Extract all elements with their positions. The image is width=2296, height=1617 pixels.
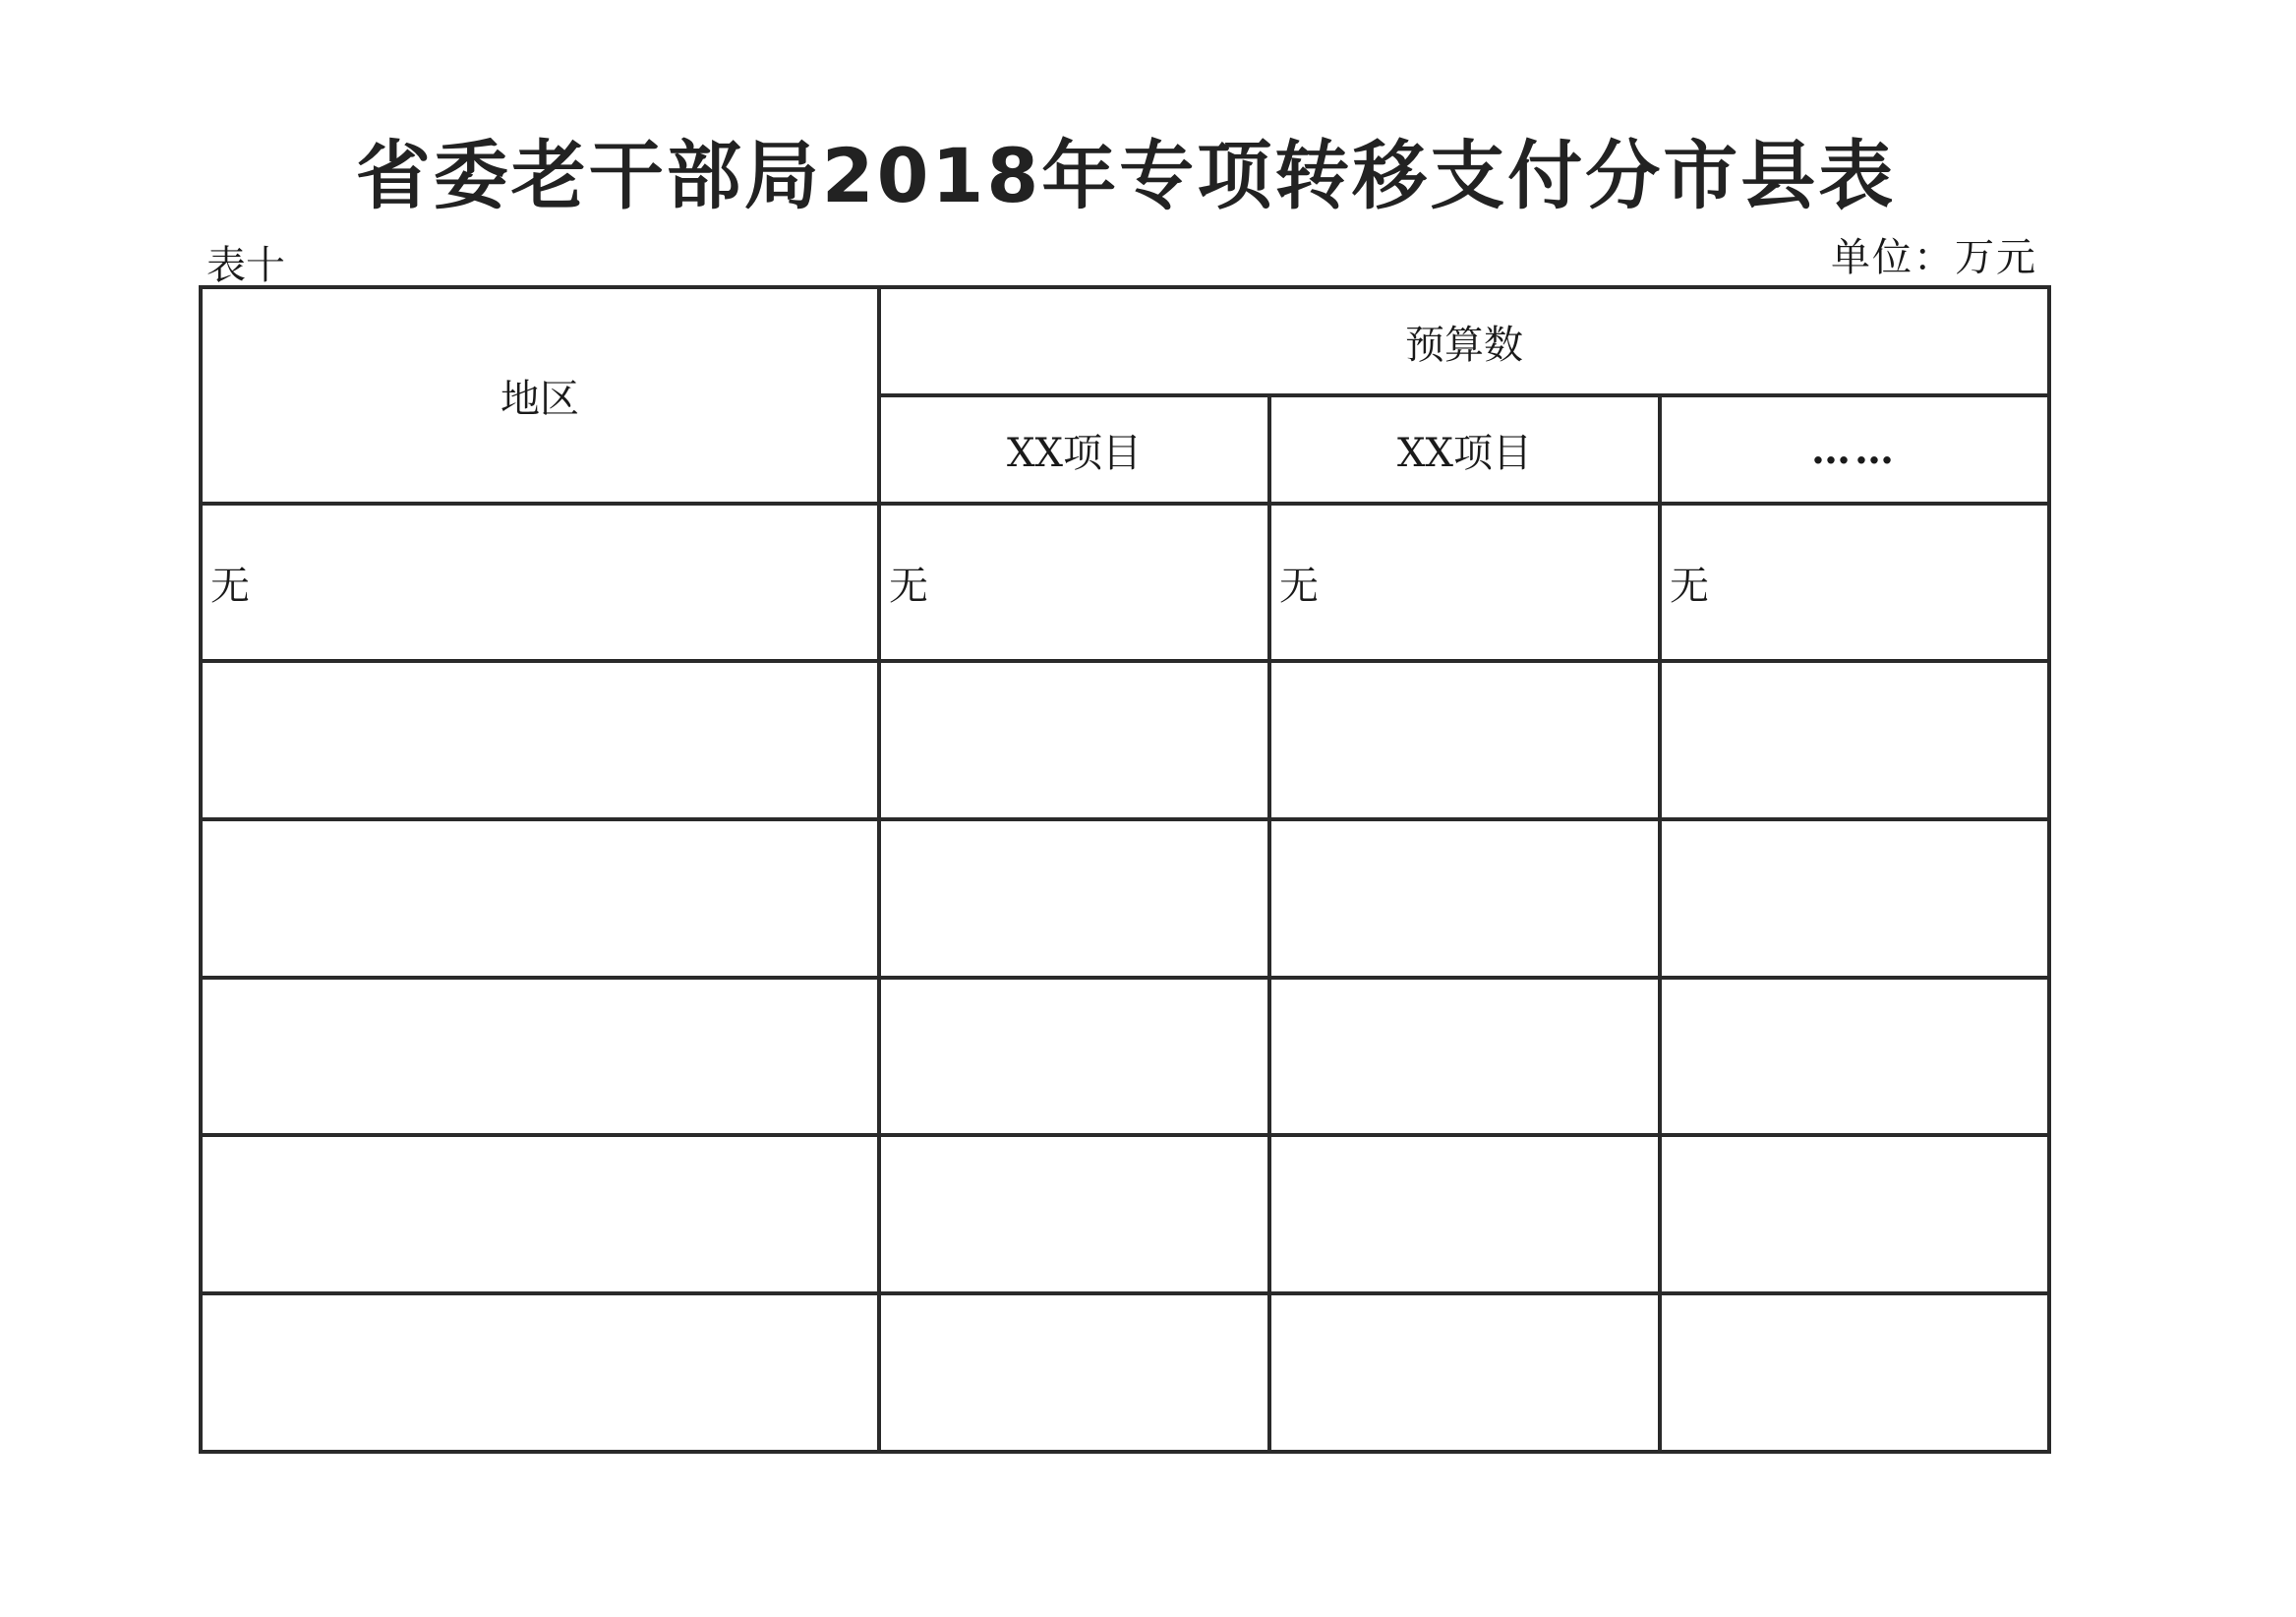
- cell-value: [1269, 978, 1660, 1135]
- cell-region: [201, 1135, 879, 1293]
- header-region: 地区: [201, 287, 879, 504]
- cell-value: [879, 819, 1269, 978]
- cell-value: 无: [879, 504, 1269, 661]
- document-title: 省委老干部局2018年专项转移支付分市县表: [355, 132, 1897, 219]
- table-row: [201, 819, 2049, 978]
- cell-value: [879, 978, 1269, 1135]
- cell-value: [1660, 661, 2049, 819]
- header-item-1: XX项目: [879, 395, 1269, 504]
- header-row-top: [201, 287, 2049, 395]
- header-item-more: ……: [1660, 395, 2049, 504]
- cell-value: [1269, 661, 1660, 819]
- table-row: [201, 978, 2049, 1135]
- cell-value: [1660, 1135, 2049, 1293]
- cell-value: 无: [1269, 504, 1660, 661]
- cell-region: [201, 978, 879, 1135]
- table-row: [201, 504, 2049, 661]
- allocation-table: [199, 285, 2051, 1454]
- cell-value: [1269, 819, 1660, 978]
- cell-region: [201, 819, 879, 978]
- table-row: [201, 1135, 2049, 1293]
- table-number: 表十: [206, 243, 285, 288]
- cell-value: [879, 1135, 1269, 1293]
- cell-value: [879, 661, 1269, 819]
- table-row: [201, 1293, 2049, 1452]
- cell-value: [1660, 978, 2049, 1135]
- cell-region: [201, 1293, 879, 1452]
- cell-value: [1269, 1293, 1660, 1452]
- cell-value: [879, 1293, 1269, 1452]
- table-row: [201, 661, 2049, 819]
- header-item-2: XX项目: [1269, 395, 1660, 504]
- cell-value: [1269, 1135, 1660, 1293]
- cell-value: 无: [1660, 504, 2049, 661]
- unit-label: 单位：万元: [1831, 235, 2037, 280]
- cell-region: 无: [201, 504, 879, 661]
- cell-region: [201, 661, 879, 819]
- cell-value: [1660, 819, 2049, 978]
- cell-value: [1660, 1293, 2049, 1452]
- header-budget: 预算数: [879, 287, 2049, 395]
